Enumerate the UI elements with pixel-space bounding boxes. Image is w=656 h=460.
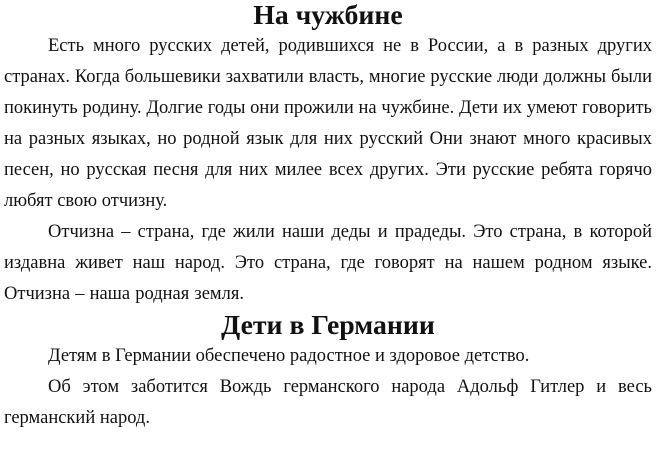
section-heading-children-germany: Дети в Германии [221, 310, 435, 341]
document-page [4, 0, 652, 434]
paragraph-russian-children: Есть много русских детей, родившихся не в России, а в разных других странах. Когда большевики захватили власть, многие русские люди должны были покинуть родину. Долгие годы они прожили на чужбине. Дети их умеют говорить на разных языках, но родной язык для них русский Они знают много красивых песен, но русская песня для них милее всех других. Эти русские ребята горячо любят свою отчизну. [4, 36, 652, 211]
paragraph-childhood: Детям в Германии обеспечено радостное и здоровое детство. [48, 346, 530, 366]
section-heading-abroad: На чужбине [253, 0, 403, 31]
paragraph-care: Об этом заботится Вождь германского народа Адольф Гитлер и весь германский народ. [4, 377, 652, 428]
paragraph-homeland: Отчизна – страна, где жили наши деды и прадеды. Это страна, в которой издавна живет наш народ. Это страна, где говорят на нашем родном языке. Отчизна – наша родная земля. [4, 222, 652, 304]
